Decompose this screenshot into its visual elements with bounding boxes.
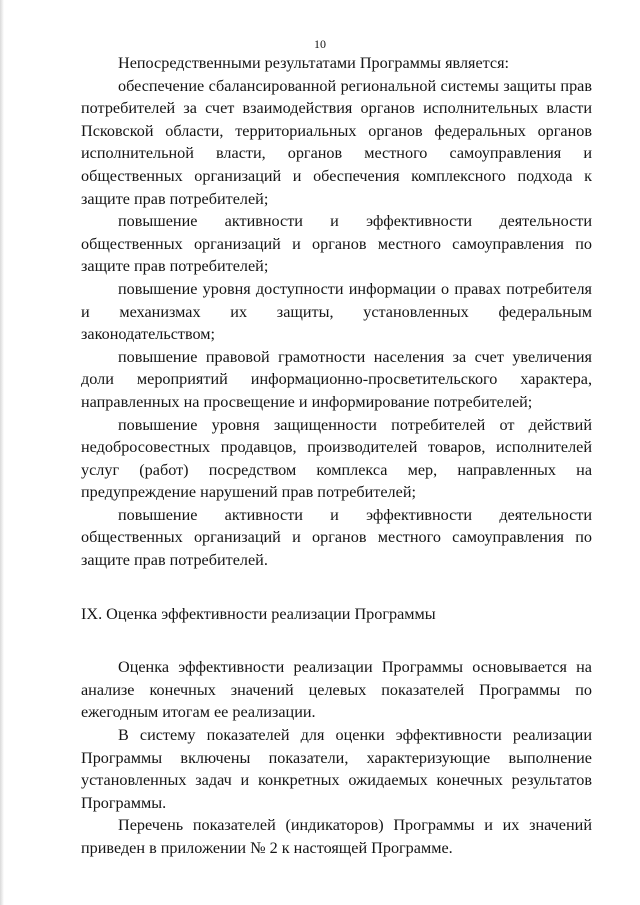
section-paragraph-2: В систему показателей для оценки эффективности реализации Программы включены показатели, характеризующие выполнение установленных задач и конкретных ожидаемых конечных результатов Программы. xyxy=(81,726,592,812)
result-item-5: повышение уровня защищенности потребителей от действий недобросовестных продавцов, производителей товаров, исполнителей услуг (работ) посредством комплекса мер, направленных на предупреждение нарушений прав потребителей; xyxy=(81,415,592,502)
result-item-2: повышение активности и эффективности деятельности общественных организаций и органов местного самоуправления по защите прав потребителей; xyxy=(81,212,592,276)
result-item-3: повышение уровня доступности информации о правах потребителя и механизмах их защиты, установленных федеральным законодательством; xyxy=(81,279,592,344)
results-intro: Непосредственными результатами Программы является: xyxy=(118,54,510,72)
result-item-6: повышение активности и эффективности деятельности общественных организаций и органов местного самоуправления по защите прав потребителей. xyxy=(81,505,592,570)
section-heading: IX. Оценка эффективности реализации Программы xyxy=(81,604,436,623)
document-body xyxy=(81,52,592,860)
result-item-1: обеспечение сбалансированной региональной системы защиты прав потребителей за счет взаимодействия органов исполнительных власти Псковской области, территориальных органов федеральных органов исполнительной власти, органов местного самоуправления и общественных организаций и обеспечения комплексного подхода к защите прав потребителей; xyxy=(81,76,592,208)
section-paragraph-3: Перечень показателей (индикаторов) Программы и их значений приведен в приложении № 2 к настоящей Программе. xyxy=(81,816,592,857)
result-item-4: повышение правовой грамотности населения за счет увеличения доли мероприятий информационно-просветительского характера, направленных на просвещение и информирование потребителей; xyxy=(81,347,592,411)
page-number: 10 xyxy=(314,37,326,51)
scan-edge-shadow xyxy=(0,0,4,905)
section-paragraph-1: Оценка эффективности реализации Программы основывается на анализе конечных значений целевых показателей Программы по ежегодным итогам ее реализации. xyxy=(81,658,592,722)
